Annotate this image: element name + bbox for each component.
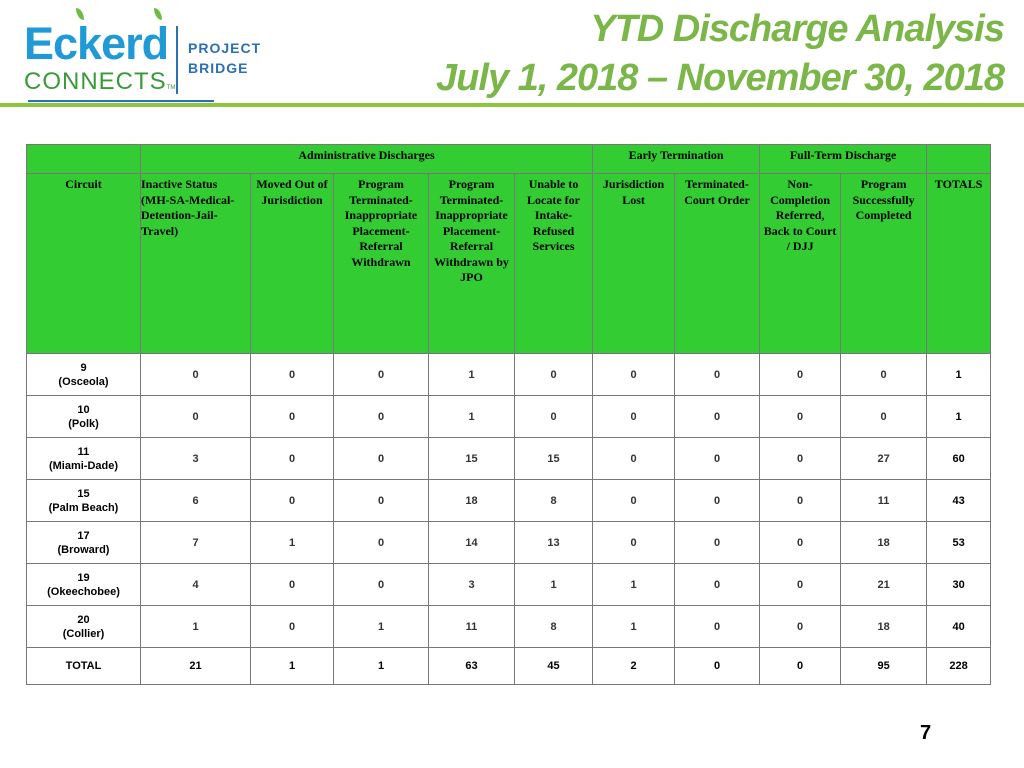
value-cell: 0 <box>251 354 334 396</box>
total-value-cell: 0 <box>675 648 760 685</box>
col-line: Terminated- <box>349 192 413 207</box>
value-cell: 0 <box>841 354 927 396</box>
circuit-cell <box>27 606 141 648</box>
value-cell: 0 <box>251 438 334 480</box>
value-cell: 6 <box>141 480 251 522</box>
value-cell: 0 <box>515 396 593 438</box>
value-cell: 0 <box>675 354 760 396</box>
value-cell: 3 <box>429 564 515 606</box>
col-line: Locate for <box>527 192 581 207</box>
value-cell: 15 <box>515 438 593 480</box>
col-line: Withdrawn by <box>434 254 509 269</box>
value-cell: 0 <box>675 438 760 480</box>
col-moved-out <box>251 174 334 354</box>
total-value-cell: 2 <box>593 648 675 685</box>
value-cell: 18 <box>841 606 927 648</box>
col-line: (MH-SA-Medical- <box>141 192 235 207</box>
table-row <box>27 438 991 480</box>
circuit-cell <box>27 354 141 396</box>
row-total-cell: 30 <box>927 564 991 606</box>
value-cell: 0 <box>334 564 429 606</box>
row-total-cell: 60 <box>927 438 991 480</box>
col-line: Intake- <box>534 208 573 222</box>
value-cell: 0 <box>141 354 251 396</box>
table-body <box>27 354 991 685</box>
table-row <box>27 354 991 396</box>
value-cell: 7 <box>141 522 251 564</box>
value-cell: 11 <box>841 480 927 522</box>
circuit-name: (Polk) <box>68 417 99 430</box>
grand-total-cell: 228 <box>927 648 991 685</box>
circuit-number: 20 <box>77 613 90 626</box>
col-line: Withdrawn <box>351 254 411 269</box>
value-cell: 1 <box>593 606 675 648</box>
circuit-cell <box>27 438 141 480</box>
circuit-name: (Collier) <box>62 627 105 640</box>
col-circuit: Circuit <box>27 174 141 354</box>
logo-project-bridge <box>188 38 261 78</box>
value-cell: 0 <box>334 480 429 522</box>
page-number: 7 <box>920 722 932 744</box>
table-row <box>27 396 991 438</box>
col-line: Referral <box>359 239 403 253</box>
value-cell: 0 <box>593 396 675 438</box>
col-totals: TOTALS <box>927 174 991 354</box>
circuit-name: (Osceola) <box>58 375 109 388</box>
table-row <box>27 606 991 648</box>
value-cell: 0 <box>251 480 334 522</box>
table-row <box>27 480 991 522</box>
col-program-successfully-completed <box>841 174 927 354</box>
value-cell: 21 <box>841 564 927 606</box>
logo-divider <box>176 26 178 94</box>
circuit-cell <box>27 396 141 438</box>
value-cell: 18 <box>429 480 515 522</box>
value-cell: 1 <box>429 396 515 438</box>
col-line: Moved Out of <box>256 177 328 191</box>
value-cell: 0 <box>334 396 429 438</box>
col-line: Unable to <box>528 177 579 191</box>
col-line: / DJJ <box>786 239 814 253</box>
value-cell: 27 <box>841 438 927 480</box>
header-empty-cell <box>927 145 991 174</box>
col-line: Inappropriate <box>435 208 508 222</box>
page-title: YTD Discharge Analysis <box>590 8 1004 50</box>
col-jurisdiction-lost <box>593 174 675 354</box>
col-line: Terminated- <box>439 192 504 207</box>
value-cell: 1 <box>593 564 675 606</box>
circuit-name: (Miami-Dade) <box>48 459 119 472</box>
value-cell: 0 <box>760 354 841 396</box>
col-unable-to-locate <box>515 174 593 354</box>
logo-bridge-text: BRIDGE <box>188 60 249 76</box>
value-cell: 0 <box>675 480 760 522</box>
value-cell: 0 <box>334 438 429 480</box>
value-cell: 1 <box>141 606 251 648</box>
value-cell: 0 <box>593 480 675 522</box>
circuit-number: 19 <box>77 571 90 584</box>
col-line: Inappropriate <box>344 208 418 222</box>
col-line: Services <box>532 239 575 253</box>
col-inactive-status <box>141 174 251 354</box>
table-row <box>27 522 991 564</box>
col-line: Jurisdiction <box>261 192 323 207</box>
col-line: Refused <box>532 223 575 238</box>
header-empty-cell <box>27 145 141 174</box>
value-cell: 0 <box>141 396 251 438</box>
value-cell: 1 <box>251 522 334 564</box>
col-line: Referred, <box>775 208 825 222</box>
logo-connects-word: CONNECTS <box>24 68 167 95</box>
value-cell: 0 <box>760 396 841 438</box>
col-terminated-court-order <box>675 174 760 354</box>
col-non-completion <box>760 174 841 354</box>
value-cell: 0 <box>515 354 593 396</box>
circuit-number: 17 <box>77 529 90 542</box>
col-line: Travel) <box>141 223 179 238</box>
table-row <box>27 564 991 606</box>
circuit-cell <box>27 480 141 522</box>
value-cell: 1 <box>334 606 429 648</box>
value-cell: 0 <box>593 438 675 480</box>
total-value-cell: 45 <box>515 648 593 685</box>
value-cell: 0 <box>760 564 841 606</box>
value-cell: 0 <box>334 522 429 564</box>
col-program-terminated-withdrawn <box>334 174 429 354</box>
total-row <box>27 648 991 685</box>
total-value-cell: 63 <box>429 648 515 685</box>
circuit-name: (Broward) <box>57 543 110 556</box>
value-cell: 0 <box>760 438 841 480</box>
value-cell: 14 <box>429 522 515 564</box>
value-cell: 1 <box>515 564 593 606</box>
col-line: Program <box>358 177 404 191</box>
value-cell: 13 <box>515 522 593 564</box>
col-line: Court Order <box>684 192 750 207</box>
group-early-termination: Early Termination <box>593 145 760 174</box>
value-cell: 1 <box>429 354 515 396</box>
value-cell: 0 <box>841 396 927 438</box>
logo-tm: TM <box>166 85 176 91</box>
circuit-number: 9 <box>80 361 87 374</box>
value-cell: 8 <box>515 480 593 522</box>
value-cell: 4 <box>141 564 251 606</box>
circuit-number: 11 <box>77 445 90 458</box>
value-cell: 11 <box>429 606 515 648</box>
header-divider <box>0 103 1024 107</box>
col-line: Back to Court <box>763 223 837 238</box>
circuit-name: (Okeechobee) <box>47 585 120 598</box>
col-line: Terminated- <box>685 177 749 191</box>
logo-eckerd-text: Eckerd <box>24 18 169 69</box>
circuit-name: (Palm Beach) <box>48 501 119 514</box>
eckerd-connects-logo <box>24 10 274 102</box>
row-total-cell: 1 <box>927 354 991 396</box>
value-cell: 0 <box>334 354 429 396</box>
col-line: Program <box>448 177 495 191</box>
col-line: Successfully <box>852 192 915 207</box>
col-line: Non- <box>787 177 813 191</box>
discharge-table <box>26 144 991 685</box>
value-cell: 0 <box>675 522 760 564</box>
row-total-cell: 43 <box>927 480 991 522</box>
value-cell: 0 <box>251 606 334 648</box>
col-line: Lost <box>622 192 645 207</box>
value-cell: 0 <box>760 606 841 648</box>
logo-underline <box>28 100 214 102</box>
value-cell: 18 <box>841 522 927 564</box>
value-cell: 15 <box>429 438 515 480</box>
total-value-cell: 95 <box>841 648 927 685</box>
row-total-cell: 53 <box>927 522 991 564</box>
page-subtitle-date-range: July 1, 2018 – November 30, 2018 <box>436 57 1004 99</box>
value-cell: 0 <box>593 522 675 564</box>
total-value-cell: 21 <box>141 648 251 685</box>
circuit-number: 15 <box>77 487 90 500</box>
value-cell: 0 <box>675 606 760 648</box>
col-line: Inactive Status <box>141 177 218 191</box>
total-value-cell: 0 <box>760 648 841 685</box>
value-cell: 8 <box>515 606 593 648</box>
row-total-cell: 1 <box>927 396 991 438</box>
group-administrative-discharges: Administrative Discharges <box>141 145 593 174</box>
group-full-term-discharge: Full-Term Discharge <box>760 145 927 174</box>
logo-connects-text <box>24 68 175 96</box>
col-line: Placement- <box>352 223 410 238</box>
value-cell: 0 <box>593 354 675 396</box>
value-cell: 0 <box>760 522 841 564</box>
col-program-terminated-withdrawn-jpo <box>429 174 515 354</box>
value-cell: 0 <box>760 480 841 522</box>
total-value-cell: 1 <box>334 648 429 685</box>
row-total-cell: 40 <box>927 606 991 648</box>
value-cell: 0 <box>251 564 334 606</box>
col-line: Completed <box>855 208 912 222</box>
value-cell: 0 <box>251 396 334 438</box>
col-line: Placement- <box>442 223 501 238</box>
total-label: TOTAL <box>27 648 141 685</box>
circuit-cell <box>27 564 141 606</box>
col-line: Jurisdiction <box>602 177 665 191</box>
col-line: Completion <box>770 192 831 207</box>
col-line: Referral <box>449 239 494 253</box>
circuit-number: 10 <box>77 403 90 416</box>
value-cell: 0 <box>675 564 760 606</box>
col-line: JPO <box>460 270 483 284</box>
value-cell: 0 <box>675 396 760 438</box>
total-value-cell: 1 <box>251 648 334 685</box>
value-cell: 3 <box>141 438 251 480</box>
logo-project-text: PROJECT <box>188 40 262 56</box>
col-line: Program <box>860 177 907 191</box>
circuit-cell <box>27 522 141 564</box>
col-line: Detention-Jail- <box>141 208 218 222</box>
